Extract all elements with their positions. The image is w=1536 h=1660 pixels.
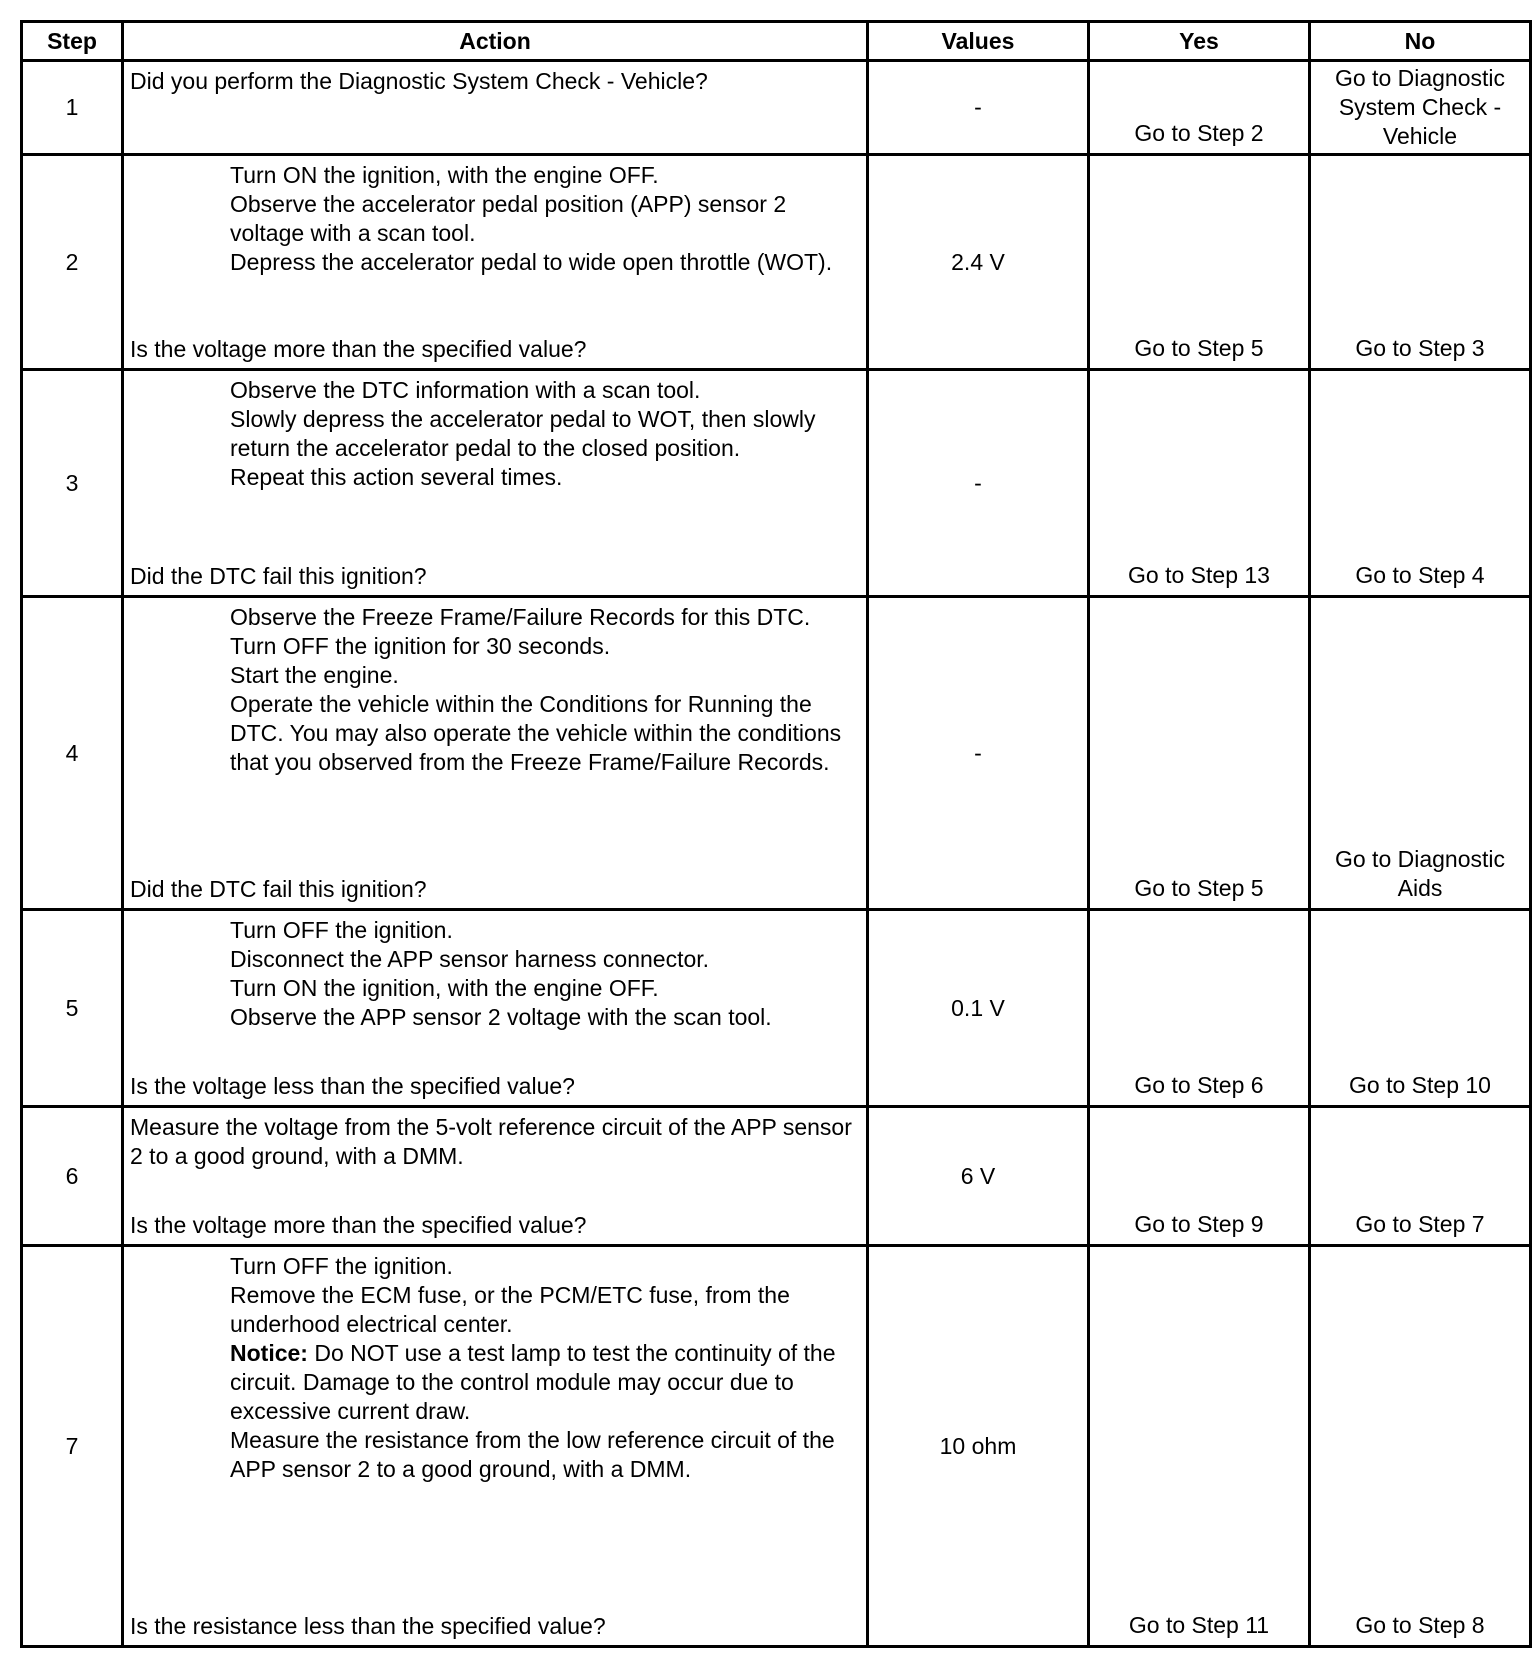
step-number: 5 bbox=[22, 910, 123, 1107]
header-values: Values bbox=[868, 22, 1089, 61]
step-number: 3 bbox=[22, 370, 123, 597]
action-line: Start the engine. bbox=[230, 662, 399, 688]
action-line: Slowly depress the accelerator pedal to WOT, then slowly return the accelerator pedal to the closed position. bbox=[230, 406, 816, 461]
yes-text: Go to Step 9 bbox=[1134, 1211, 1264, 1237]
action-line: Disconnect the APP sensor harness connector. bbox=[230, 946, 710, 972]
yes-cell bbox=[1089, 1246, 1310, 1647]
notice-label: Notice: bbox=[230, 1340, 308, 1366]
action-cell bbox=[123, 597, 868, 910]
action-line: Depress the accelerator pedal to wide open throttle (WOT). bbox=[230, 249, 833, 275]
value-cell: 10 ohm bbox=[868, 1246, 1089, 1647]
action-cell bbox=[123, 910, 868, 1107]
yes-text: Go to Step 13 bbox=[1128, 562, 1270, 588]
action-line: Observe the APP sensor 2 voltage with the scan tool. bbox=[230, 1004, 772, 1030]
yes-cell bbox=[1089, 155, 1310, 370]
no-text: Go to Step 10 bbox=[1349, 1072, 1491, 1098]
no-text: Go to Step 8 bbox=[1355, 1612, 1485, 1638]
action-line: Turn ON the ignition, with the engine OFF. bbox=[230, 975, 659, 1001]
no-cell bbox=[1310, 597, 1531, 910]
no-cell bbox=[1310, 1107, 1531, 1246]
action-cell bbox=[123, 1246, 868, 1647]
header-action: Action bbox=[123, 22, 868, 61]
action-cell bbox=[123, 155, 868, 370]
yes-text: Go to Step 5 bbox=[1134, 335, 1264, 361]
action-line: Observe the DTC information with a scan tool. bbox=[230, 377, 701, 403]
no-cell bbox=[1310, 370, 1531, 597]
step-number: 7 bbox=[22, 1246, 123, 1647]
value-cell: 6 V bbox=[868, 1107, 1089, 1246]
action-steps bbox=[130, 376, 860, 492]
action-steps bbox=[130, 603, 860, 777]
value-cell: - bbox=[868, 597, 1089, 910]
action-line: Measure the resistance from the low reference circuit of the APP sensor 2 to a good ground, with a DMM. bbox=[230, 1427, 835, 1482]
header-yes: Yes bbox=[1089, 22, 1310, 61]
yes-text: Go to Step 6 bbox=[1134, 1072, 1264, 1098]
step-number: 1 bbox=[22, 61, 123, 155]
step-number: 6 bbox=[22, 1107, 123, 1246]
yes-text: Go to Step 2 bbox=[1134, 120, 1264, 146]
action-line: Remove the ECM fuse, or the PCM/ETC fuse, from the underhood electrical center. bbox=[230, 1282, 790, 1337]
table-row bbox=[22, 597, 1531, 910]
table-row bbox=[22, 910, 1531, 1107]
notice bbox=[230, 1339, 860, 1426]
step-number: 4 bbox=[22, 597, 123, 910]
action-intro: Measure the voltage from the 5-volt reference circuit of the APP sensor 2 to a good ground, with a DMM. bbox=[130, 1114, 852, 1169]
table-row bbox=[22, 370, 1531, 597]
action-cell bbox=[123, 370, 868, 597]
no-cell bbox=[1310, 910, 1531, 1107]
yes-cell bbox=[1089, 910, 1310, 1107]
no-cell bbox=[1310, 155, 1531, 370]
value-cell: - bbox=[868, 370, 1089, 597]
table-row bbox=[22, 1246, 1531, 1647]
no-text: Go to Diagnostic Aids bbox=[1334, 846, 1506, 901]
action-question: Is the voltage more than the specified value? bbox=[130, 336, 587, 362]
header-row bbox=[22, 22, 1531, 61]
action-steps bbox=[130, 916, 860, 1032]
action-question: Did the DTC fail this ignition? bbox=[130, 563, 427, 589]
action-line: Repeat this action several times. bbox=[230, 464, 563, 490]
notice-text: Do NOT use a test lamp to test the continuity of the circuit. Damage to the control module may occur due to excessive current draw. bbox=[230, 1340, 836, 1424]
table-row bbox=[22, 1107, 1531, 1246]
action-question: Is the voltage less than the specified value? bbox=[130, 1073, 575, 1099]
header-no: No bbox=[1310, 22, 1531, 61]
action-line: Observe the Freeze Frame/Failure Records for this DTC. bbox=[230, 604, 811, 630]
no-text: Go to Step 7 bbox=[1355, 1211, 1485, 1237]
action-line: Operate the vehicle within the Conditions for Running the DTC. You may also operate the vehicle within the conditions that you observed from the Freeze Frame/Failure Records. bbox=[230, 691, 842, 775]
step-number: 2 bbox=[22, 155, 123, 370]
yes-cell bbox=[1089, 61, 1310, 155]
action-question: Is the resistance less than the specified value? bbox=[130, 1613, 606, 1639]
action-intro: Did you perform the Diagnostic System Check - Vehicle? bbox=[130, 68, 708, 94]
table-row bbox=[22, 155, 1531, 370]
diagnostic-table bbox=[20, 20, 1532, 1648]
action-line: Turn OFF the ignition for 30 seconds. bbox=[230, 633, 611, 659]
action-line: Observe the accelerator pedal position (APP) sensor 2 voltage with a scan tool. bbox=[230, 191, 787, 246]
table-row bbox=[22, 61, 1531, 155]
yes-cell bbox=[1089, 370, 1310, 597]
action-cell bbox=[123, 61, 868, 155]
yes-cell bbox=[1089, 597, 1310, 910]
action-line: Turn OFF the ignition. bbox=[230, 1253, 453, 1279]
action-cell bbox=[123, 1107, 868, 1246]
no-cell bbox=[1310, 61, 1531, 155]
action-line: Turn OFF the ignition. bbox=[230, 917, 453, 943]
action-line: Turn ON the ignition, with the engine OFF. bbox=[230, 162, 659, 188]
yes-cell bbox=[1089, 1107, 1310, 1246]
no-cell bbox=[1310, 1246, 1531, 1647]
yes-text: Go to Step 11 bbox=[1128, 1612, 1270, 1638]
value-cell: 2.4 V bbox=[868, 155, 1089, 370]
value-cell: - bbox=[868, 61, 1089, 155]
no-text: Go to Step 4 bbox=[1355, 562, 1485, 588]
action-question: Did the DTC fail this ignition? bbox=[130, 876, 427, 902]
action-question: Is the voltage more than the specified value? bbox=[130, 1212, 587, 1238]
action-steps bbox=[130, 1252, 860, 1484]
no-text: Go to Step 3 bbox=[1355, 335, 1485, 361]
no-text: Go to Diagnostic System Check - Vehicle bbox=[1334, 65, 1506, 149]
header-step: Step bbox=[22, 22, 123, 61]
value-cell: 0.1 V bbox=[868, 910, 1089, 1107]
yes-text: Go to Step 5 bbox=[1134, 875, 1264, 901]
action-steps bbox=[130, 161, 860, 277]
